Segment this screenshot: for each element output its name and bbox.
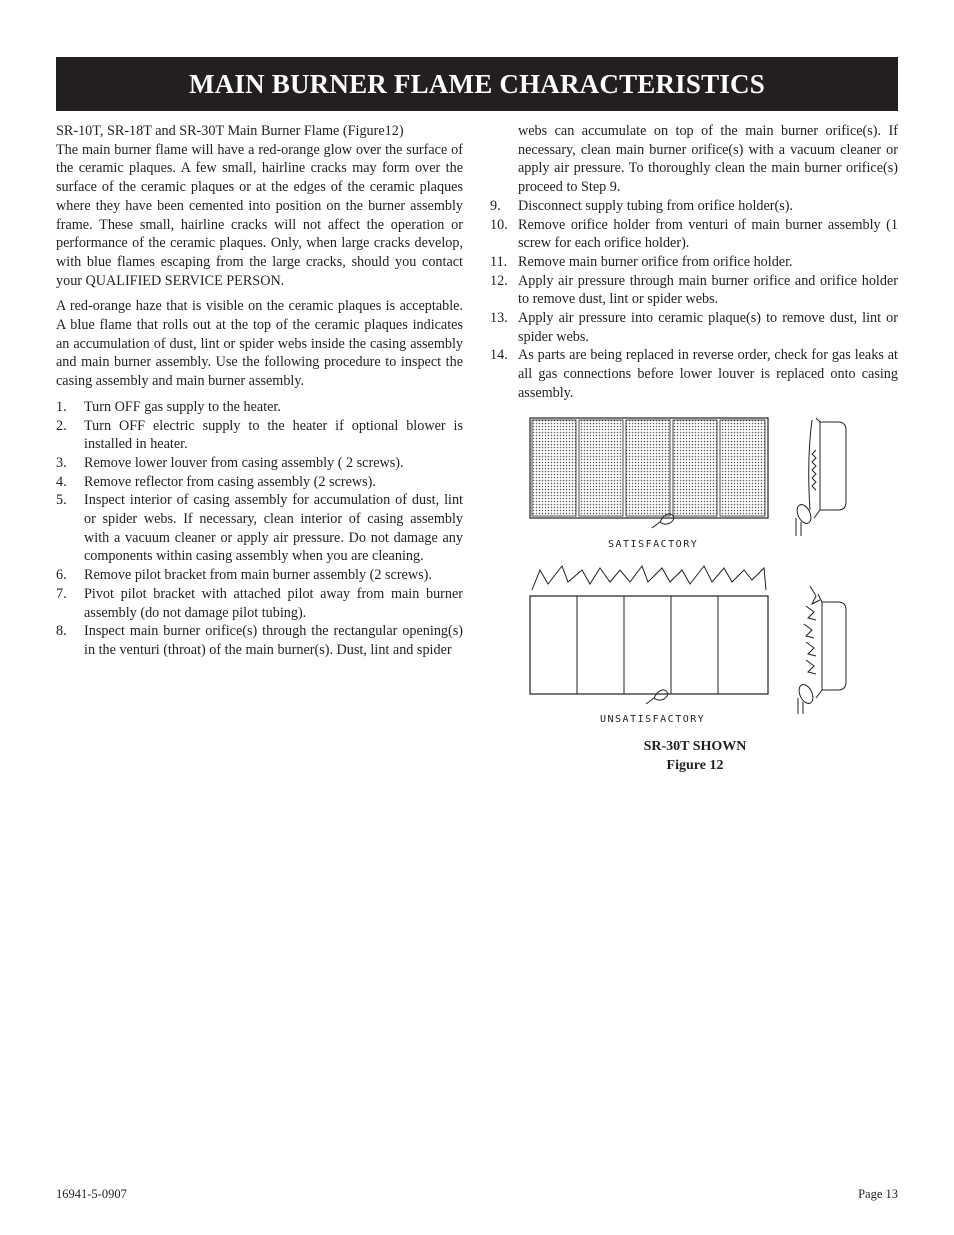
list-item: 5. Inspect interior of casing assembly for accumulation of dust, lint or spider webs. If necessary, clean interior of casing assembly with a vacuum cleaner or apply air pressure. Do not damage any components within casing assembly when you are cleaning.	[56, 492, 463, 565]
steps-list-right	[490, 197, 898, 403]
list-item: 10. Remove orifice holder from venturi of main burner assembly (1 screw for each orifice holder).	[490, 216, 898, 252]
steps-list-left	[56, 398, 463, 660]
page-number: Page 13	[858, 1187, 898, 1201]
list-item: 1. Turn OFF gas supply to the heater.	[56, 398, 281, 415]
document-number: 16941-5-0907	[56, 1187, 127, 1201]
right-column	[490, 122, 898, 403]
unsatisfactory-burner	[530, 566, 768, 725]
list-item: 11. Remove main burner orifice from orifice holder.	[490, 253, 793, 270]
list-item: 7. Pivot pilot bracket with attached pilot away from main burner assembly (do not damage pilot tubing).	[56, 585, 463, 621]
section-heading: SR-10T, SR-18T and SR-30T Main Burner Flame (Figure12)	[56, 123, 404, 139]
satisfactory-burner	[530, 418, 768, 550]
list-item: 8. Inspect main burner orifice(s) through the rectangular opening(s) in the venturi (throat) of the main burner(s). Dust, lint and spider	[56, 623, 463, 658]
paragraph-1: The main burner flame will have a red-orange glow over the surface of the ceramic plaques. A few small, hairline cracks may form over the surface of the ceramic plaques or at the edges of the ceramic plaques where they have been cemented into position on the burner assembly frame. These small, hairline cracks will not affect the operation or performance of the ceramic plaques. Only, when large cracks develop, with blue flames escaping from the large cracks, should you contact your QUALIFIED SERVICE PERSON.	[56, 141, 463, 289]
list-item: 9. Disconnect supply tubing from orifice holder(s).	[490, 197, 794, 214]
satisfactory-side-view	[794, 418, 846, 536]
label-satisfactory: SATISFACTORY	[608, 539, 699, 550]
caption-model: SR-30T SHOWN	[643, 739, 747, 754]
figure-caption	[520, 737, 870, 775]
unsatisfactory-side-view	[796, 586, 846, 714]
burner-flame-figure	[520, 410, 870, 730]
list-item: 14. As parts are being replaced in reverse order, check for gas leaks at all gas connections before lower louver is replaced onto casing assembly.	[490, 347, 898, 401]
list-item: 3. Remove lower louver from casing assembly ( 2 screws).	[56, 454, 404, 471]
label-unsatisfactory: UNSATISFACTORY	[600, 714, 706, 725]
paragraph-2: A red-orange haze that is visible on the ceramic plaques is acceptable. A blue flame that rolls out at the top of the ceramic plaques indicates an accumulation of dust, lint or spider webs inside the casing assembly and main burner assembly. Use the following procedure to inspect the casing assembly and main burner assembly.	[56, 298, 463, 390]
title-banner	[56, 57, 898, 111]
caption-figure-number: Figure 12	[666, 758, 724, 773]
left-column	[56, 122, 463, 660]
list-item: 13. Apply air pressure into ceramic plaque(s) to remove dust, lint or spider webs.	[490, 310, 898, 345]
page-title: MAIN BURNER FLAME CHARACTERISTICS	[189, 68, 765, 99]
step-8-continuation: webs can accumulate on top of the main burner orifice(s). If necessary, clean main burner orifice(s) with a vacuum cleaner or apply air pressure. To thoroughly clean the main burner orifice(s) proceed to Step 9.	[518, 123, 898, 196]
list-item: 2. Turn OFF electric supply to the heater if optional blower is installed in heater.	[56, 417, 463, 453]
list-item: 4. Remove reflector from casing assembly (2 screws).	[56, 473, 376, 490]
list-item: 6. Remove pilot bracket from main burner assembly (2 screws).	[56, 567, 432, 584]
list-item: 12. Apply air pressure through main burner orifice and orifice holder to remove dust, lint or spider webs.	[490, 272, 898, 308]
